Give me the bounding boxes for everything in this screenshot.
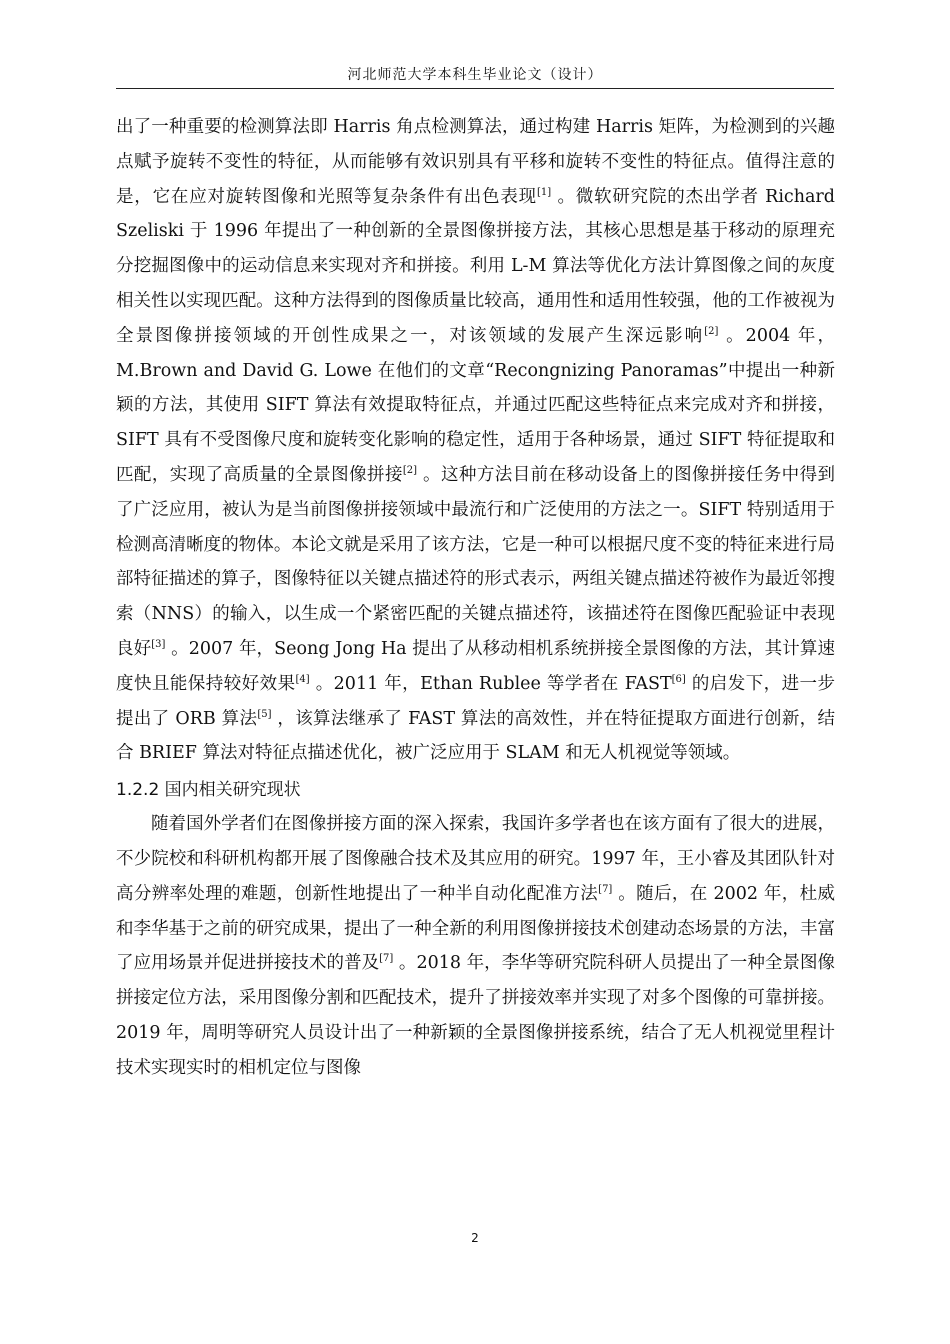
citation-ref: [6]	[671, 673, 686, 685]
citation-ref: [3]	[151, 639, 166, 651]
citation-ref: [4]	[295, 673, 310, 685]
citation-ref: [2]	[402, 465, 418, 477]
citation-ref: [7]	[598, 883, 613, 895]
text-run: 。随后，在 2002 年，杜威和李华基于之前的研究成果，提出了一种全新的利用图像拼接技术创建动态场景的方法，丰富了应用场景并促进拼接技术的普及	[116, 883, 836, 974]
header-title: 河北师范大学本科生毕业论文（设计）	[347, 67, 603, 83]
section-number: 1.2.2	[116, 780, 160, 801]
paragraph-foreign-research	[116, 110, 835, 771]
text-run: 。2007 年，Seong Jong Ha 提出了从移动相机系统拼接全景图像的方法，其计算速度快且能保持较好效果	[116, 638, 836, 694]
text-run: 。2011 年，Ethan Rublee 等学者在 FAST	[309, 673, 672, 694]
text-run: 。微软研究院的杰出学者 Richard Szeliski 于 1996 年提出了一种创新的全景图像拼接方法，其核心思想是基于移动的原理充分挖掘图像中的运动信息来实现对齐和拼接。利用 L-M 算法等优化方法计算图像之间的灰度相关性以实现匹配。这种方法得到的图像质量比较高，通用性和适用性较强，他的工作被视为全景图像拼接领域的开创性成果之一，对该领域的发展产生深远影响	[116, 186, 835, 346]
page-header	[116, 64, 834, 89]
citation-ref: [2]	[704, 325, 719, 337]
text-run: 出了一种重要的检测算法即 Harris 角点检测算法，通过构建 Harris 矩阵，为检测到的兴趣点赋予旋转不变性的特征，从而能够有效识别具有平移和旋转不变性的特征点。值得注意的是，它在应对旋转图像和光照等复杂条件有出色表现	[116, 117, 835, 207]
citation-ref: [1]	[536, 186, 552, 198]
text-run: ，该算法继承了 FAST 算法的高效性，并在特征提取方面进行创新，结合 BRIEF 算法对特征点描述优化，被广泛应用于 SLAM 和无人机视觉等领域。	[116, 708, 836, 764]
section-heading	[116, 773, 835, 807]
paragraph-domestic-research	[116, 807, 835, 1085]
text-run: 。2004 年，M.Brown and David G. Lowe 在他们的文章“Recongnizing Panoramas”中提出一种新颖的方法，其使用 SIFT 算法有效提取特征点，并通过匹配这些特征点来完成对齐和拼接，SIFT 具有不受图像尺度和旋转变化影响的稳定性，适用于各种场景，通过 SIFT 特征提取和匹配，实现了高质量的全景图像拼接	[116, 325, 835, 485]
citation-ref: [7]	[379, 953, 394, 965]
text-run: 随着国外学者们在图像拼接方面的深入探索，我国许多学者也在该方面有了很大的进展，不少院校和科研机构都开展了图像融合技术及其应用的研究。1997 年，王小睿及其团队针对高分辨率处理的难题，创新性地提出了一种半自动化配准方法	[116, 814, 835, 904]
text-run: 的启发下，进一步提出了 ORB 算法	[116, 673, 836, 729]
text-run: 。这种方法目前在移动设备上的图像拼接任务中得到了广泛应用，被认为是当前图像拼接领域中最流行和广泛使用的方法之一。SIFT 特别适用于检测高清晰度的物体。本论文就是采用了该方法，它是一种可以根据尺度不变的特征来进行局部特征描述的算子，图像特征以关键点描述符的形式表示，两组关键点描述符被作为最近邻搜索（NNS）的输入，以生成一个紧密匹配的关键点描述符，该描述符在图像匹配验证中表现良好	[116, 464, 836, 659]
text-run: 。2018 年，李华等研究院科研人员提出了一种全景图像拼接定位方法，采用图像分割和匹配技术，提升了拼接效率并实现了对多个图像的可靠拼接。2019 年，周明等研究人员设计出了一种新颖的全景图像拼接系统，结合了无人机视觉里程计技术实现实时的相机定位与图像	[116, 953, 835, 1078]
citation-ref: [5]	[257, 708, 272, 720]
section-title: 国内相关研究现状	[164, 780, 301, 801]
page-number: 2	[471, 1231, 479, 1245]
main-body	[116, 110, 835, 1086]
